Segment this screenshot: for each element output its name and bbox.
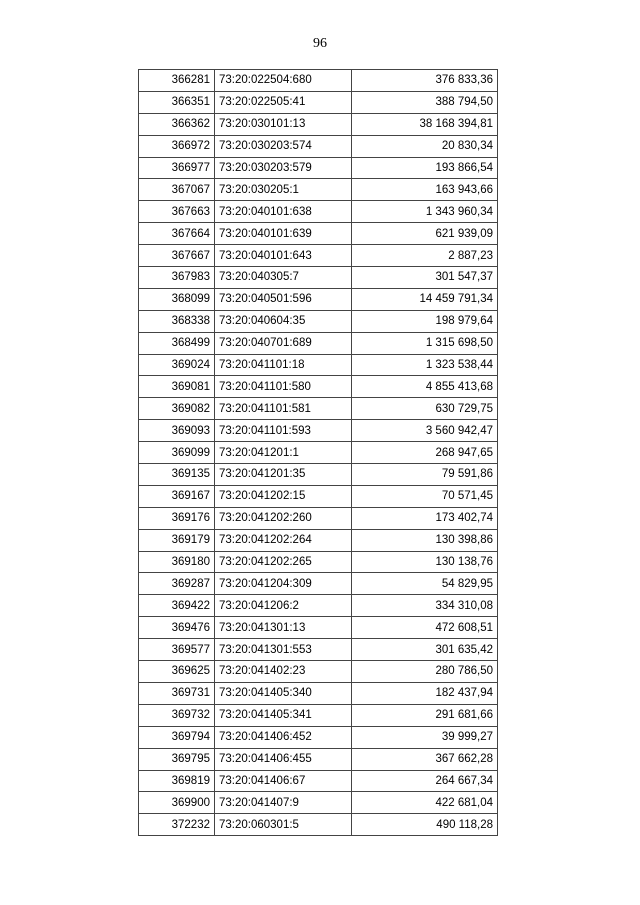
row-id-cell: 369135 <box>139 464 215 486</box>
value-cell: 198 979,64 <box>352 310 498 332</box>
row-id-cell: 369287 <box>139 573 215 595</box>
table-row <box>139 529 498 551</box>
cadastral-number-cell: 73:20:040101:638 <box>215 201 352 223</box>
row-id-cell: 367067 <box>139 179 215 201</box>
cadastral-number-cell: 73:20:041407:9 <box>215 792 352 814</box>
cadastral-number-cell: 73:20:040501:596 <box>215 288 352 310</box>
table-row <box>139 310 498 332</box>
table-row <box>139 814 498 836</box>
table-row <box>139 113 498 135</box>
value-cell: 367 662,28 <box>352 748 498 770</box>
cadastral-number-cell: 73:20:040604:35 <box>215 310 352 332</box>
table-row <box>139 135 498 157</box>
table-row <box>139 464 498 486</box>
row-id-cell: 369731 <box>139 682 215 704</box>
value-cell: 79 591,86 <box>352 464 498 486</box>
table-row <box>139 639 498 661</box>
data-table <box>138 69 498 836</box>
value-cell: 54 829,95 <box>352 573 498 595</box>
cadastral-number-cell: 73:20:040101:643 <box>215 245 352 267</box>
value-cell: 193 866,54 <box>352 157 498 179</box>
table-row <box>139 595 498 617</box>
row-id-cell: 369577 <box>139 639 215 661</box>
value-cell: 3 560 942,47 <box>352 420 498 442</box>
row-id-cell: 369625 <box>139 661 215 683</box>
table-row <box>139 682 498 704</box>
row-id-cell: 369180 <box>139 551 215 573</box>
cadastral-number-cell: 73:20:041202:15 <box>215 485 352 507</box>
value-cell: 291 681,66 <box>352 704 498 726</box>
table-row <box>139 704 498 726</box>
row-id-cell: 368099 <box>139 288 215 310</box>
row-id-cell: 369082 <box>139 398 215 420</box>
cadastral-number-cell: 73:20:041204:309 <box>215 573 352 595</box>
table-row <box>139 398 498 420</box>
value-cell: 4 855 413,68 <box>352 376 498 398</box>
row-id-cell: 369081 <box>139 376 215 398</box>
cadastral-number-cell: 73:20:030203:579 <box>215 157 352 179</box>
row-id-cell: 369819 <box>139 770 215 792</box>
value-cell: 20 830,34 <box>352 135 498 157</box>
cadastral-number-cell: 73:20:041101:18 <box>215 354 352 376</box>
cadastral-number-cell: 73:20:041201:35 <box>215 464 352 486</box>
value-cell: 388 794,50 <box>352 91 498 113</box>
value-cell: 1 343 960,34 <box>352 201 498 223</box>
cadastral-number-cell: 73:20:040701:689 <box>215 332 352 354</box>
row-id-cell: 369732 <box>139 704 215 726</box>
row-id-cell: 366351 <box>139 91 215 113</box>
table-row <box>139 245 498 267</box>
value-cell: 301 635,42 <box>352 639 498 661</box>
table-row <box>139 332 498 354</box>
row-id-cell: 366972 <box>139 135 215 157</box>
table-row <box>139 792 498 814</box>
table-row <box>139 179 498 201</box>
cadastral-number-cell: 73:20:041206:2 <box>215 595 352 617</box>
table-row <box>139 661 498 683</box>
cadastral-number-cell: 73:20:041301:553 <box>215 639 352 661</box>
row-id-cell: 369024 <box>139 354 215 376</box>
row-id-cell: 372232 <box>139 814 215 836</box>
row-id-cell: 369795 <box>139 748 215 770</box>
value-cell: 38 168 394,81 <box>352 113 498 135</box>
row-id-cell: 369179 <box>139 529 215 551</box>
cadastral-number-cell: 73:20:041402:23 <box>215 661 352 683</box>
value-cell: 630 729,75 <box>352 398 498 420</box>
cadastral-number-cell: 73:20:030101:13 <box>215 113 352 135</box>
row-id-cell: 369900 <box>139 792 215 814</box>
row-id-cell: 366362 <box>139 113 215 135</box>
value-cell: 422 681,04 <box>352 792 498 814</box>
cadastral-number-cell: 73:20:041202:264 <box>215 529 352 551</box>
cadastral-number-cell: 73:20:041406:67 <box>215 770 352 792</box>
table-row <box>139 573 498 595</box>
row-id-cell: 367663 <box>139 201 215 223</box>
row-id-cell: 366977 <box>139 157 215 179</box>
cadastral-number-cell: 73:20:040101:639 <box>215 223 352 245</box>
row-id-cell: 367664 <box>139 223 215 245</box>
value-cell: 14 459 791,34 <box>352 288 498 310</box>
row-id-cell: 369167 <box>139 485 215 507</box>
table-row <box>139 617 498 639</box>
row-id-cell: 367983 <box>139 267 215 289</box>
table-body <box>139 70 498 836</box>
table-row <box>139 376 498 398</box>
table-row <box>139 70 498 92</box>
table-row <box>139 223 498 245</box>
value-cell: 621 939,09 <box>352 223 498 245</box>
table-row <box>139 442 498 464</box>
value-cell: 1 323 538,44 <box>352 354 498 376</box>
value-cell: 1 315 698,50 <box>352 332 498 354</box>
value-cell: 173 402,74 <box>352 507 498 529</box>
table-row <box>139 551 498 573</box>
row-id-cell: 366281 <box>139 70 215 92</box>
value-cell: 301 547,37 <box>352 267 498 289</box>
cadastral-number-cell: 73:20:041202:260 <box>215 507 352 529</box>
table-row <box>139 420 498 442</box>
value-cell: 280 786,50 <box>352 661 498 683</box>
cadastral-number-cell: 73:20:041201:1 <box>215 442 352 464</box>
table-row <box>139 726 498 748</box>
value-cell: 268 947,65 <box>352 442 498 464</box>
cadastral-number-cell: 73:20:041406:452 <box>215 726 352 748</box>
row-id-cell: 368499 <box>139 332 215 354</box>
table-row <box>139 201 498 223</box>
cadastral-number-cell: 73:20:041406:455 <box>215 748 352 770</box>
row-id-cell: 369422 <box>139 595 215 617</box>
cadastral-number-cell: 73:20:040305:7 <box>215 267 352 289</box>
page-number: 96 <box>313 36 327 51</box>
table-row <box>139 288 498 310</box>
table-row <box>139 770 498 792</box>
value-cell: 182 437,94 <box>352 682 498 704</box>
cadastral-number-cell: 73:20:022504:680 <box>215 70 352 92</box>
value-cell: 264 667,34 <box>352 770 498 792</box>
table-row <box>139 507 498 529</box>
table-row <box>139 748 498 770</box>
value-cell: 70 571,45 <box>352 485 498 507</box>
value-cell: 163 943,66 <box>352 179 498 201</box>
row-id-cell: 369794 <box>139 726 215 748</box>
row-id-cell: 369476 <box>139 617 215 639</box>
row-id-cell: 369099 <box>139 442 215 464</box>
cadastral-number-cell: 73:20:041405:340 <box>215 682 352 704</box>
cadastral-number-cell: 73:20:041405:341 <box>215 704 352 726</box>
row-id-cell: 369093 <box>139 420 215 442</box>
value-cell: 130 398,86 <box>352 529 498 551</box>
table-row <box>139 267 498 289</box>
value-cell: 334 310,08 <box>352 595 498 617</box>
cadastral-number-cell: 73:20:030205:1 <box>215 179 352 201</box>
row-id-cell: 368338 <box>139 310 215 332</box>
value-cell: 376 833,36 <box>352 70 498 92</box>
cadastral-number-cell: 73:20:041101:580 <box>215 376 352 398</box>
cadastral-number-cell: 73:20:030203:574 <box>215 135 352 157</box>
row-id-cell: 369176 <box>139 507 215 529</box>
cadastral-number-cell: 73:20:041101:593 <box>215 420 352 442</box>
value-cell: 130 138,76 <box>352 551 498 573</box>
table-row <box>139 354 498 376</box>
value-cell: 472 608,51 <box>352 617 498 639</box>
table-row <box>139 91 498 113</box>
value-cell: 39 999,27 <box>352 726 498 748</box>
cadastral-number-cell: 73:20:022505:41 <box>215 91 352 113</box>
cadastral-number-cell: 73:20:041202:265 <box>215 551 352 573</box>
value-cell: 2 887,23 <box>352 245 498 267</box>
row-id-cell: 367667 <box>139 245 215 267</box>
value-cell: 490 118,28 <box>352 814 498 836</box>
cadastral-number-cell: 73:20:041301:13 <box>215 617 352 639</box>
table-row <box>139 157 498 179</box>
cadastral-number-cell: 73:20:060301:5 <box>215 814 352 836</box>
cadastral-number-cell: 73:20:041101:581 <box>215 398 352 420</box>
table-row <box>139 485 498 507</box>
